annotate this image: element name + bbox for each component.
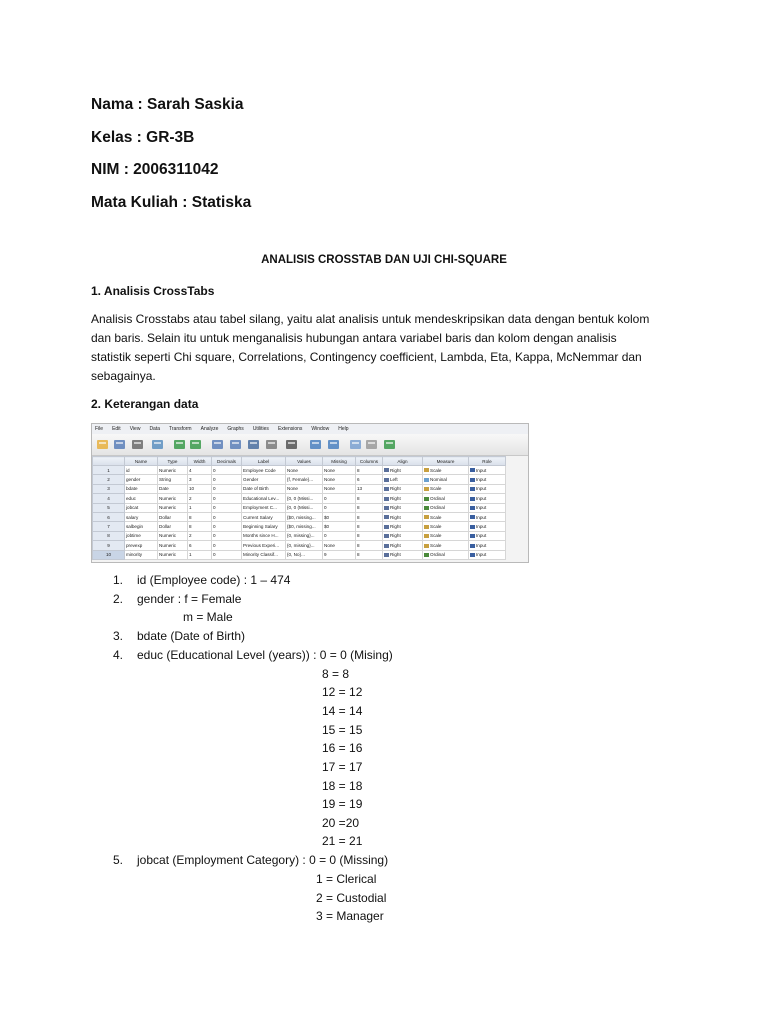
column-header[interactable]: [93, 457, 125, 466]
cell-type[interactable]: Date: [158, 484, 188, 493]
cell-columns[interactable]: 8: [356, 466, 383, 475]
run-descriptives-icon[interactable]: [264, 437, 279, 451]
cell-measure[interactable]: [423, 522, 469, 531]
row-number[interactable]: 7: [93, 522, 125, 531]
cell-columns[interactable]: 8: [356, 550, 383, 559]
cell-missing[interactable]: None: [323, 466, 356, 475]
cell-text: Ordinal: [430, 495, 445, 501]
role-input-icon: [470, 515, 475, 519]
list-item: jobcat (Employment Category) : 0 = 0 (Missing): [137, 853, 389, 867]
role-input-icon: [470, 544, 475, 548]
cell-label[interactable]: Employment C...: [242, 503, 286, 512]
print-icon[interactable]: [130, 437, 145, 451]
cell-width[interactable]: 2: [188, 531, 212, 540]
cell-align[interactable]: [383, 541, 423, 550]
column-header[interactable]: Role: [469, 457, 506, 466]
section-1-heading: 1. Analisis CrossTabs: [91, 284, 215, 298]
align-icon: [384, 553, 389, 557]
cell-missing[interactable]: $0: [323, 512, 356, 521]
cell-measure[interactable]: [423, 484, 469, 493]
cell-missing[interactable]: 0: [323, 494, 356, 503]
cell-columns[interactable]: 8: [356, 531, 383, 540]
list-item: educ (Educational Level (years)) : 0 = 0 (Mising): [137, 648, 393, 662]
cell-text: Input: [476, 533, 487, 539]
spss-variable-view: [91, 423, 529, 563]
cell-align[interactable]: [383, 531, 423, 540]
row-number[interactable]: 9: [93, 541, 125, 550]
cell-align[interactable]: [383, 484, 423, 493]
align-icon: [384, 487, 389, 491]
cell-values[interactable]: {$0, missing...: [286, 522, 323, 531]
variable-table: [92, 456, 506, 560]
column-header[interactable]: Values: [286, 457, 323, 466]
cell-columns[interactable]: 8: [356, 494, 383, 503]
cell-text: Scale: [430, 542, 442, 548]
course-name: Mata Kuliah : Statiska: [91, 194, 252, 211]
cell-role[interactable]: [469, 494, 506, 503]
cell-text: Input: [476, 486, 487, 492]
measure-ordinal-icon: [424, 497, 429, 501]
cell-role[interactable]: [469, 531, 506, 540]
measure-scale-icon: [424, 544, 429, 548]
cell-text: Ordinal: [430, 505, 445, 511]
cell-measure[interactable]: [423, 466, 469, 475]
cell-text: Right: [390, 524, 401, 530]
measure-ordinal-icon: [424, 553, 429, 557]
table-row[interactable]: [93, 531, 506, 540]
cell-type[interactable]: Numeric: [158, 541, 188, 550]
cell-type[interactable]: Dollar: [158, 512, 188, 521]
cell-width[interactable]: 8: [188, 522, 212, 531]
cell-text: Right: [390, 505, 401, 511]
goto-case-icon[interactable]: [210, 437, 225, 451]
cell-role[interactable]: [469, 503, 506, 512]
table-row[interactable]: [93, 541, 506, 550]
cell-name[interactable]: salary: [125, 512, 158, 521]
cell-values[interactable]: {0, No}...: [286, 550, 323, 559]
cell-decimals[interactable]: 0: [212, 541, 242, 550]
cell-width[interactable]: 4: [188, 466, 212, 475]
role-input-icon: [470, 534, 475, 538]
paragraph-line: Analisis Crosstabs atau tabel silang, yaitu alat analisis untuk mendeskripsikan data dengan bentuk kolom: [91, 312, 650, 326]
cell-type[interactable]: Dollar: [158, 522, 188, 531]
list-subitem: 8 = 8: [322, 667, 350, 681]
cell-align[interactable]: [383, 466, 423, 475]
cell-columns[interactable]: 8: [356, 512, 383, 521]
list-number: 1.: [113, 573, 124, 587]
row-number[interactable]: 2: [93, 475, 125, 484]
cell-text: Right: [390, 533, 401, 539]
paragraph-line: dan baris. Selain itu untuk menganalisis hubungan antara variabel baris dan kolom dengan analisis: [91, 331, 617, 345]
cell-measure[interactable]: [423, 494, 469, 503]
cell-text: Input: [476, 467, 487, 473]
section-1-paragraph: [91, 310, 691, 386]
cell-text: Ordinal: [430, 552, 445, 558]
cell-label[interactable]: Educational Lev...: [242, 494, 286, 503]
list-subitem: 16 = 16: [322, 741, 363, 755]
cell-label[interactable]: Current Salary: [242, 512, 286, 521]
align-icon: [384, 478, 389, 482]
cell-name[interactable]: id: [125, 466, 158, 475]
cell-columns[interactable]: 8: [356, 541, 383, 550]
cell-label[interactable]: Employee Code: [242, 466, 286, 475]
variable-grid: [92, 456, 506, 560]
menu-item[interactable]: Graphs: [227, 426, 244, 432]
table-row[interactable]: [93, 475, 506, 484]
menu-item[interactable]: Extensions: [277, 426, 303, 432]
cell-missing[interactable]: 0: [323, 531, 356, 540]
cell-label[interactable]: Beginning Salary: [242, 522, 286, 531]
cell-text: Scale: [430, 467, 442, 473]
cell-measure[interactable]: [423, 512, 469, 521]
cell-align[interactable]: [383, 503, 423, 512]
measure-scale-icon: [424, 487, 429, 491]
column-header[interactable]: Decimals: [212, 457, 242, 466]
cell-values[interactable]: {0, missing}...: [286, 541, 323, 550]
list-subitem: 17 = 17: [322, 760, 363, 774]
cell-text: Right: [390, 552, 401, 558]
student-class: Kelas : GR-3B: [91, 129, 195, 146]
cell-name[interactable]: minority: [125, 550, 158, 559]
role-input-icon: [470, 468, 475, 472]
cell-width[interactable]: 3: [188, 475, 212, 484]
cell-decimals[interactable]: 0: [212, 512, 242, 521]
list-subitem: 1 = Clerical: [316, 872, 377, 886]
role-input-icon: [470, 487, 475, 491]
menu-item[interactable]: Help: [338, 426, 349, 432]
goto-variable-icon[interactable]: [228, 437, 243, 451]
role-input-icon: [470, 497, 475, 501]
table-row[interactable]: [93, 503, 506, 512]
cell-label[interactable]: Months since H...: [242, 531, 286, 540]
menu-item[interactable]: View: [129, 426, 141, 432]
role-input-icon: [470, 506, 475, 510]
cell-text: Right: [390, 486, 401, 492]
cell-label[interactable]: Date of Birth: [242, 484, 286, 493]
list-number: 4.: [113, 648, 124, 662]
measure-scale-icon: [424, 515, 429, 519]
cell-text: Input: [476, 505, 487, 511]
cell-type[interactable]: Numeric: [158, 503, 188, 512]
paragraph-line: statistik seperti Chi square, Correlations, Contingency coefficient, Lambda, Eta, Kappa, McNemmar dan: [91, 350, 642, 364]
column-header[interactable]: Measure: [423, 457, 469, 466]
table-row[interactable]: [93, 466, 506, 475]
row-number[interactable]: 6: [93, 512, 125, 521]
cell-text: Scale: [430, 514, 442, 520]
table-row[interactable]: [93, 512, 506, 521]
column-header[interactable]: Type: [158, 457, 188, 466]
row-number[interactable]: 5: [93, 503, 125, 512]
cell-decimals[interactable]: 0: [212, 494, 242, 503]
cell-width[interactable]: 1: [188, 550, 212, 559]
select-cases-icon[interactable]: [382, 437, 397, 451]
cell-name[interactable]: jobcat: [125, 503, 158, 512]
list-number: 2.: [113, 592, 124, 606]
list-subitem: 20 =20: [322, 816, 360, 830]
cell-text: Right: [390, 542, 401, 548]
cell-align[interactable]: [383, 512, 423, 521]
cell-values[interactable]: {0, 0 (Missi...: [286, 494, 323, 503]
student-name: Nama : Sarah Saskia: [91, 96, 244, 113]
role-input-icon: [470, 553, 475, 557]
cell-columns[interactable]: 6: [356, 475, 383, 484]
row-number[interactable]: 4: [93, 494, 125, 503]
cell-type[interactable]: String: [158, 475, 188, 484]
cell-role[interactable]: [469, 541, 506, 550]
dialog-recall-icon[interactable]: [150, 437, 165, 451]
cell-text: Input: [476, 495, 487, 501]
cell-missing[interactable]: None: [323, 475, 356, 484]
list-subitem: m = Male: [183, 610, 233, 624]
list-subitem: 12 = 12: [322, 685, 363, 699]
variables-icon[interactable]: [246, 437, 261, 451]
cell-decimals[interactable]: 0: [212, 531, 242, 540]
measure-scale-icon: [424, 468, 429, 472]
list-subitem: 19 = 19: [322, 797, 363, 811]
cell-name[interactable]: gender: [125, 475, 158, 484]
cell-role[interactable]: [469, 512, 506, 521]
align-icon: [384, 534, 389, 538]
cell-role[interactable]: [469, 550, 506, 559]
measure-nominal-icon: [424, 478, 429, 482]
cell-missing[interactable]: 0: [323, 503, 356, 512]
cell-width[interactable]: 2: [188, 494, 212, 503]
cell-values[interactable]: {0, missing}...: [286, 531, 323, 540]
table-row[interactable]: [93, 484, 506, 493]
menu-item[interactable]: Data: [149, 426, 160, 432]
list-subitem: 18 = 18: [322, 779, 363, 793]
menu-item[interactable]: Analyze: [200, 426, 219, 432]
cell-role[interactable]: [469, 484, 506, 493]
student-nim: NIM : 2006311042: [91, 161, 219, 178]
cell-measure[interactable]: [423, 541, 469, 550]
column-header[interactable]: Missing: [323, 457, 356, 466]
column-header[interactable]: Columns: [356, 457, 383, 466]
align-icon: [384, 544, 389, 548]
spss-menubar: [92, 424, 528, 434]
cell-text: Right: [390, 495, 401, 501]
row-number[interactable]: 1: [93, 466, 125, 475]
cell-align[interactable]: [383, 475, 423, 484]
list-item: id (Employee code) : 1 – 474: [137, 573, 291, 587]
cell-name[interactable]: prevexp: [125, 541, 158, 550]
cell-measure[interactable]: [423, 503, 469, 512]
menu-item[interactable]: Transform: [169, 426, 192, 432]
align-icon: [384, 506, 389, 510]
cell-name[interactable]: jobtime: [125, 531, 158, 540]
cell-decimals[interactable]: 0: [212, 503, 242, 512]
align-icon: [384, 525, 389, 529]
split-file-icon[interactable]: [348, 437, 363, 451]
cell-text: Nominal: [430, 477, 447, 483]
cell-values[interactable]: None: [286, 484, 323, 493]
cell-text: Left: [390, 477, 398, 483]
list-subitem: 15 = 15: [322, 723, 363, 737]
cell-text: Input: [476, 552, 487, 558]
cell-columns[interactable]: 8: [356, 522, 383, 531]
weight-cases-icon[interactable]: [364, 437, 379, 451]
measure-ordinal-icon: [424, 506, 429, 510]
list-item: gender : f = Female: [137, 592, 242, 606]
align-icon: [384, 468, 389, 472]
cell-width[interactable]: 10: [188, 484, 212, 493]
open-folder-icon[interactable]: [95, 437, 110, 451]
spss-toolbar: [92, 434, 528, 456]
cell-columns[interactable]: 13: [356, 484, 383, 493]
cell-values[interactable]: {f, Female}...: [286, 475, 323, 484]
cell-role[interactable]: [469, 466, 506, 475]
list-subitem: 14 = 14: [322, 704, 363, 718]
cell-name[interactable]: educ: [125, 494, 158, 503]
redo-icon[interactable]: [188, 437, 203, 451]
cell-decimals[interactable]: 0: [212, 550, 242, 559]
cell-text: Input: [476, 514, 487, 520]
cell-text: Input: [476, 524, 487, 530]
paragraph-line: sebagainya.: [91, 369, 156, 383]
cell-label[interactable]: Gender: [242, 475, 286, 484]
cell-label[interactable]: Previous Experi...: [242, 541, 286, 550]
cell-decimals[interactable]: 0: [212, 484, 242, 493]
cell-measure[interactable]: [423, 475, 469, 484]
cell-align[interactable]: [383, 550, 423, 559]
cell-align[interactable]: [383, 522, 423, 531]
cell-text: Scale: [430, 486, 442, 492]
table-row[interactable]: [93, 550, 506, 559]
menu-item[interactable]: Window: [311, 426, 330, 432]
list-subitem: 21 = 21: [322, 834, 363, 848]
role-input-icon: [470, 525, 475, 529]
cell-decimals[interactable]: 0: [212, 522, 242, 531]
cell-role[interactable]: [469, 522, 506, 531]
section-2-heading: 2. Keterangan data: [91, 397, 199, 411]
cell-text: Right: [390, 467, 401, 473]
cell-text: Scale: [430, 524, 442, 530]
row-number[interactable]: 3: [93, 484, 125, 493]
menu-item[interactable]: Edit: [112, 426, 121, 432]
role-input-icon: [470, 478, 475, 482]
cell-name[interactable]: bdate: [125, 484, 158, 493]
cell-width[interactable]: 8: [188, 512, 212, 521]
list-number: 5.: [113, 853, 124, 867]
menu-item[interactable]: File: [95, 426, 104, 432]
column-header[interactable]: Name: [125, 457, 158, 466]
cell-label[interactable]: Minority Classif...: [242, 550, 286, 559]
cell-text: Scale: [430, 533, 442, 539]
column-header[interactable]: Label: [242, 457, 286, 466]
cell-missing[interactable]: None: [323, 541, 356, 550]
list-item: bdate (Date of Birth): [137, 629, 246, 643]
cell-align[interactable]: [383, 494, 423, 503]
undo-icon[interactable]: [172, 437, 187, 451]
menu-item[interactable]: Utilities: [252, 426, 269, 432]
align-icon: [384, 515, 389, 519]
cell-decimals[interactable]: 0: [212, 475, 242, 484]
cell-type[interactable]: Numeric: [158, 466, 188, 475]
cell-text: Input: [476, 542, 487, 548]
row-number[interactable]: 10: [93, 550, 125, 559]
cell-type[interactable]: Numeric: [158, 550, 188, 559]
cell-values[interactable]: None: [286, 466, 323, 475]
table-row[interactable]: [93, 494, 506, 503]
table-row[interactable]: [93, 522, 506, 531]
cell-role[interactable]: [469, 475, 506, 484]
cell-columns[interactable]: 8: [356, 503, 383, 512]
measure-scale-icon: [424, 534, 429, 538]
insert-variable-icon[interactable]: [326, 437, 341, 451]
document-title: ANALISIS CROSSTAB DAN UJI CHI-SQUARE: [261, 254, 507, 266]
column-header[interactable]: Width: [188, 457, 212, 466]
insert-cases-icon[interactable]: [308, 437, 323, 451]
measure-scale-icon: [424, 525, 429, 529]
list-subitem: 3 = Manager: [316, 909, 384, 923]
column-header[interactable]: Align: [383, 457, 423, 466]
cell-type[interactable]: Numeric: [158, 531, 188, 540]
cell-missing[interactable]: $0: [323, 522, 356, 531]
cell-width[interactable]: 6: [188, 541, 212, 550]
find-icon[interactable]: [284, 437, 299, 451]
cell-text: Right: [390, 514, 401, 520]
cell-values[interactable]: {$0, missing...: [286, 512, 323, 521]
cell-values[interactable]: {0, 0 (Missi...: [286, 503, 323, 512]
cell-missing[interactable]: None: [323, 484, 356, 493]
cell-measure[interactable]: [423, 550, 469, 559]
list-subitem: 2 = Custodial: [316, 891, 387, 905]
cell-type[interactable]: Numeric: [158, 494, 188, 503]
save-icon[interactable]: [112, 437, 127, 451]
list-number: 3.: [113, 629, 124, 643]
cell-missing[interactable]: 9: [323, 550, 356, 559]
cell-text: Input: [476, 477, 487, 483]
row-number[interactable]: 8: [93, 531, 125, 540]
cell-decimals[interactable]: 0: [212, 466, 242, 475]
cell-name[interactable]: salbegin: [125, 522, 158, 531]
cell-measure[interactable]: [423, 531, 469, 540]
align-icon: [384, 497, 389, 501]
cell-width[interactable]: 1: [188, 503, 212, 512]
